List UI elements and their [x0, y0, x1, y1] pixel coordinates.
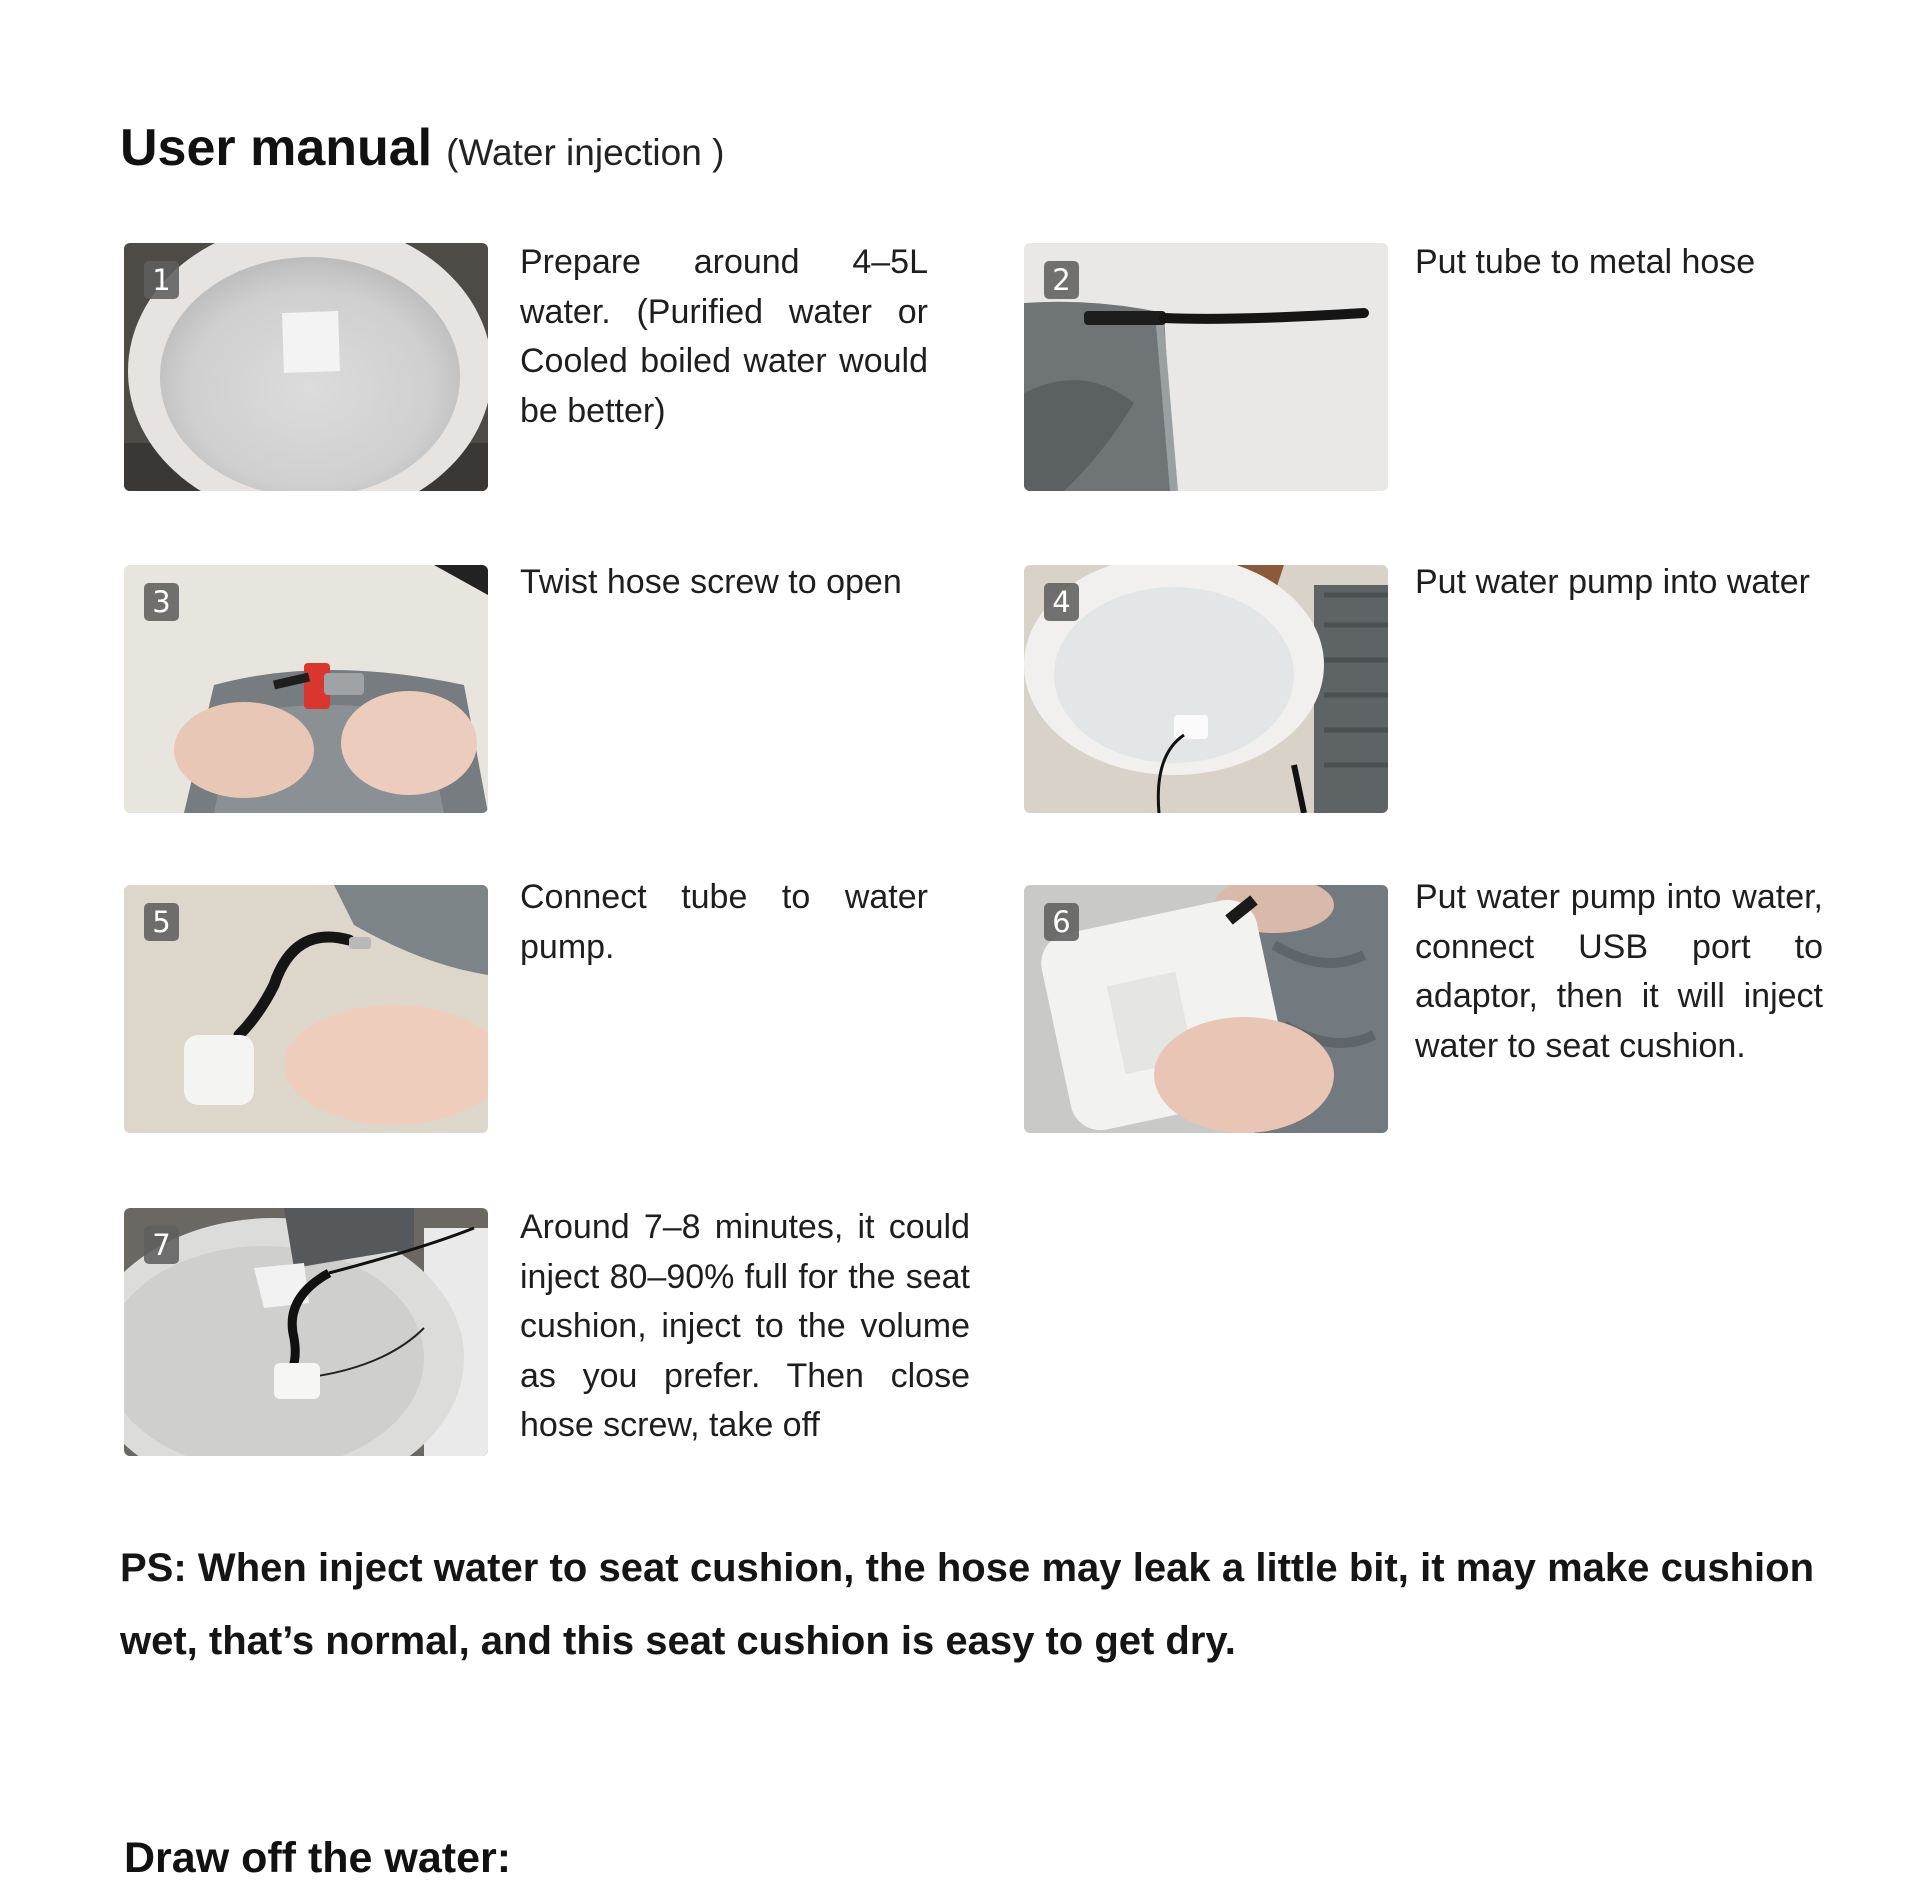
ps-note: PS: When inject water to seat cushion, the hose may leak a little bit, it may make cushion wet, that’s normal, and this seat cushion is easy to get dry. [120, 1546, 1814, 1663]
step-5-badge: 5 [144, 903, 179, 941]
title-subtitle: (Water injection ) [446, 132, 725, 173]
step-3-photo [124, 565, 488, 813]
step-6-text: Put water pump into water, connect USB port to adaptor, then it will inject water to seat cushion. [1415, 878, 1823, 1065]
step-4-text: Put water pump into water [1415, 563, 1810, 601]
step-1-text: Prepare around 4–5L water. (Purified water or Cooled boiled water would be better) [520, 243, 928, 430]
step-7-badge: 7 [144, 1226, 179, 1264]
step-6-photo [1024, 885, 1388, 1133]
step-5-text: Connect tube to water pump. [520, 878, 928, 966]
step-2-photo [1024, 243, 1388, 491]
step-5-photo [124, 885, 488, 1133]
step-1-photo [124, 243, 488, 491]
page-title [120, 118, 724, 178]
step-6-badge: 6 [1044, 903, 1079, 941]
step-7-text: Around 7–8 minutes, it could inject 80–90% full for the seat cushion, inject to the volume as you prefer. Then close hose screw, take off [520, 1208, 970, 1444]
step-3-text: Twist hose screw to open [520, 563, 902, 601]
step-2-text: Put tube to metal hose [1415, 243, 1756, 281]
step-4-photo [1024, 565, 1388, 813]
step-3-badge: 3 [144, 583, 179, 621]
step-1-badge: 1 [144, 261, 179, 299]
step-4-badge: 4 [1044, 583, 1079, 621]
step-2-badge: 2 [1044, 261, 1079, 299]
title-main: User manual [120, 119, 433, 177]
step-7-photo [124, 1208, 488, 1456]
section-title-draw-off: Draw off the water: [124, 1834, 512, 1882]
